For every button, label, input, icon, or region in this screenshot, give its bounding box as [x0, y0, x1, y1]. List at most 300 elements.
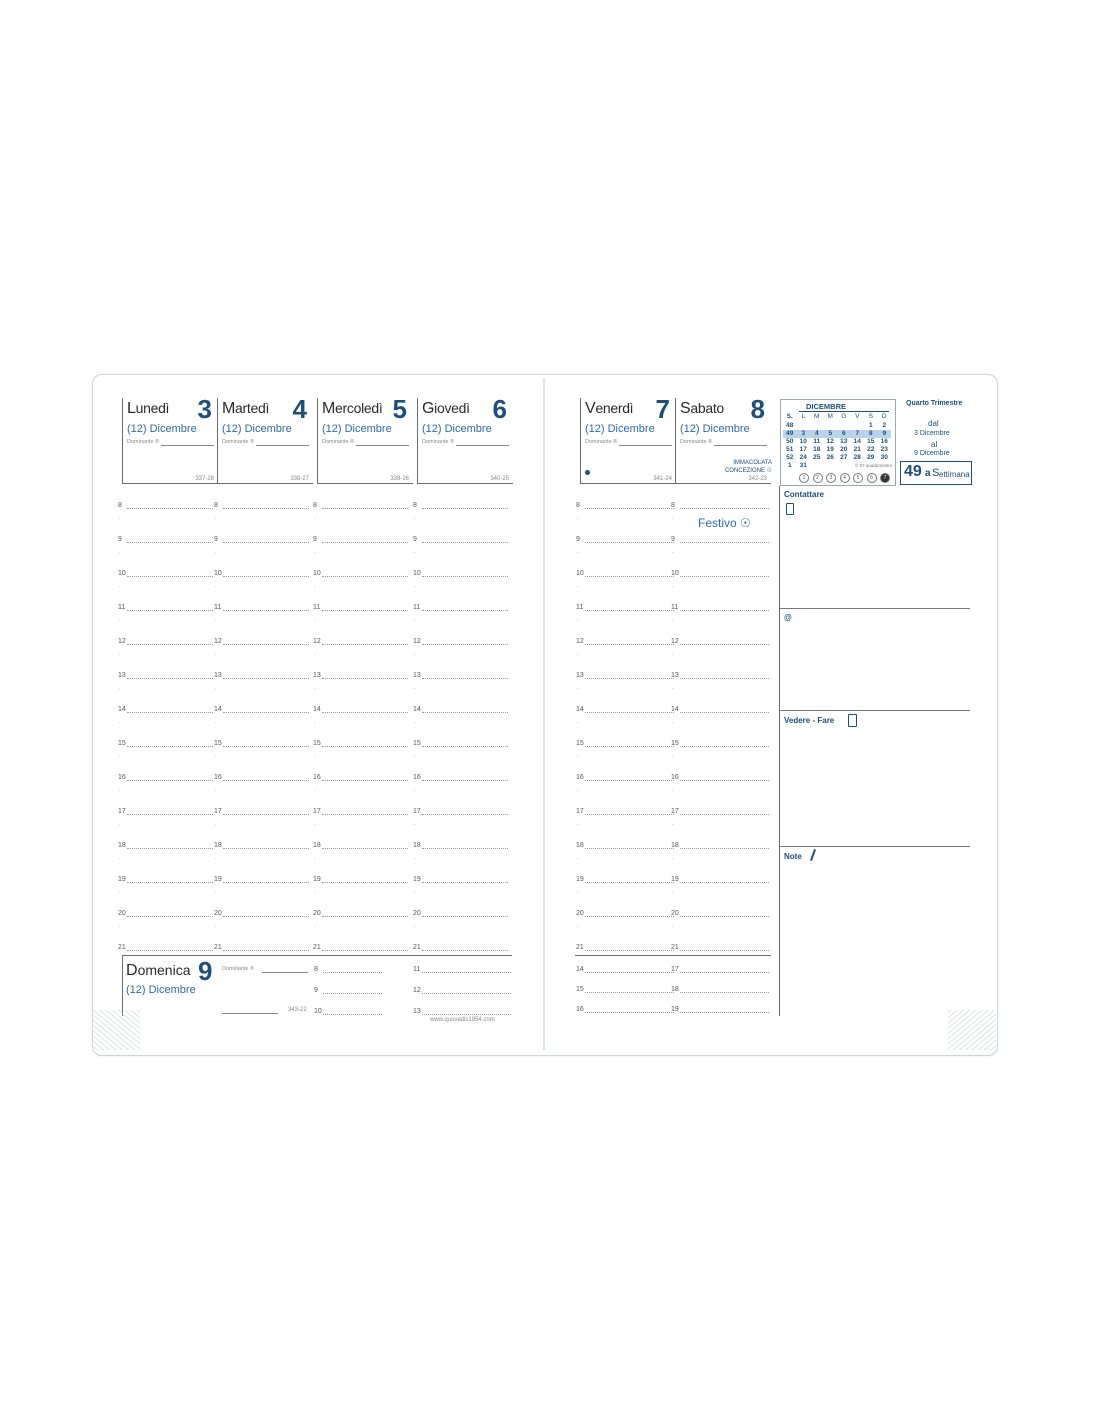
hour-line: [680, 780, 769, 781]
hour-row[interactable]: [313, 570, 408, 580]
calendar-circle: 5: [853, 473, 863, 483]
hour-row[interactable]: [576, 502, 674, 512]
hour-row[interactable]: [118, 570, 213, 580]
hour-row[interactable]: [214, 740, 309, 750]
hour-label: 14: [576, 966, 584, 973]
hour-row[interactable]: [214, 808, 309, 818]
dominante-line: [256, 445, 309, 446]
day-header: [122, 394, 218, 484]
hour-line: [127, 610, 213, 611]
half-hour-mark: -: [414, 788, 416, 794]
hour-label: 10: [313, 570, 321, 577]
half-hour-mark: -: [414, 618, 416, 624]
hour-row[interactable]: [671, 536, 769, 546]
hour-row[interactable]: [413, 604, 508, 614]
day-code: 342-23: [748, 476, 767, 482]
hour-row[interactable]: [413, 808, 508, 818]
hour-line: [422, 746, 508, 747]
calendar-cell: 15: [867, 438, 875, 445]
hour-row[interactable]: [214, 876, 309, 886]
hour-row[interactable]: [413, 774, 508, 784]
dominante-line: [456, 445, 509, 446]
half-hour-mark: -: [577, 550, 579, 556]
hour-line: [322, 950, 408, 951]
phone-icon: [786, 503, 794, 515]
hour-row[interactable]: [413, 536, 508, 546]
hour-row[interactable]: [214, 604, 309, 614]
hour-label: 18: [671, 986, 679, 993]
calendar-cell: 4: [814, 430, 819, 437]
hour-row[interactable]: [576, 672, 674, 682]
half-hour-mark: -: [215, 686, 217, 692]
day-name-rest: enerdì: [595, 400, 634, 416]
hour-line: [127, 644, 213, 645]
half-hour-mark: -: [119, 822, 121, 828]
hour-label: 11: [413, 966, 421, 973]
hour-line: [680, 508, 769, 509]
day-number: 3: [197, 394, 212, 424]
dominante-label: Dominante ®: [680, 439, 713, 445]
half-hour-mark: -: [577, 924, 579, 930]
hour-row[interactable]: [118, 910, 213, 920]
hour-label: 17: [671, 808, 679, 815]
hour-row[interactable]: [576, 944, 674, 954]
hour-row[interactable]: [671, 570, 769, 580]
hour-row[interactable]: [118, 604, 213, 614]
hour-label: 16: [576, 1006, 584, 1013]
hour-label: 11: [413, 604, 421, 611]
half-hour-mark: -: [577, 754, 579, 760]
hour-label: 8: [313, 502, 317, 509]
day-code: 339-26: [390, 476, 409, 482]
hour-label: 12: [413, 638, 421, 645]
hour-row[interactable]: [313, 706, 408, 716]
day-month: (12) Dicembre: [322, 423, 392, 435]
hour-row[interactable]: [313, 536, 408, 546]
day-number: 6: [492, 394, 507, 424]
calendar-cell: 23: [880, 446, 888, 453]
day-code: 340-25: [490, 476, 509, 482]
hour-row[interactable]: [413, 570, 508, 580]
sunday-month: (12) Dicembre: [126, 984, 196, 996]
hour-row[interactable]: [671, 944, 769, 954]
hour-line: [322, 576, 408, 577]
hour-line: [680, 972, 769, 973]
half-hour-mark: -: [577, 516, 579, 522]
book-spine: [543, 378, 545, 1050]
saturday-note: IMMACOLATA CONCEZIONE ☉: [724, 460, 772, 474]
calendar-cell: 25: [813, 454, 821, 461]
hour-row[interactable]: [118, 808, 213, 818]
hour-row[interactable]: [671, 876, 769, 886]
hour-row[interactable]: [576, 1006, 674, 1016]
hour-row[interactable]: [313, 604, 408, 614]
hour-line: [585, 644, 674, 645]
hour-row[interactable]: [576, 966, 674, 976]
hour-label: 20: [576, 910, 584, 917]
day-name-rest: ercoledì: [335, 400, 383, 416]
hour-line: [585, 848, 674, 849]
half-hour-mark: -: [119, 720, 121, 726]
calendar-cell: 1: [787, 462, 792, 469]
hour-label: 12: [576, 638, 584, 645]
day-header: [580, 394, 676, 484]
hour-line: [585, 950, 674, 951]
hour-row[interactable]: [576, 638, 674, 648]
hour-label: 13: [671, 672, 679, 679]
friday-dot: [585, 470, 590, 475]
calendar-cell: 8: [868, 430, 873, 437]
half-hour-mark: -: [119, 788, 121, 794]
corner-dots-right: [948, 1010, 996, 1050]
half-hour-mark: -: [215, 754, 217, 760]
calendar-cell: 50: [786, 438, 794, 445]
hour-row[interactable]: [313, 774, 408, 784]
hour-label: 15: [118, 740, 126, 747]
hour-row[interactable]: [413, 638, 508, 648]
hour-row[interactable]: [118, 672, 213, 682]
hour-label: 16: [313, 774, 321, 781]
hour-label: 18: [576, 842, 584, 849]
day-name: [127, 400, 169, 418]
hour-label: 21: [118, 944, 126, 951]
hour-line: [127, 542, 213, 543]
hour-line: [422, 644, 508, 645]
day-header: [417, 394, 513, 484]
hour-row[interactable]: [671, 842, 769, 852]
hour-row[interactable]: [413, 910, 508, 920]
hour-line: [422, 678, 508, 679]
hour-row[interactable]: [313, 876, 408, 886]
hour-line: [585, 712, 674, 713]
calendar-cell: 30: [880, 454, 888, 461]
hour-label: 15: [214, 740, 222, 747]
hour-label: 8: [671, 502, 675, 509]
hour-line: [680, 916, 769, 917]
half-hour-mark: -: [672, 856, 674, 862]
hour-line: [680, 712, 769, 713]
hour-row[interactable]: [671, 672, 769, 682]
half-hour-mark: -: [414, 890, 416, 896]
sunday-number: 9: [198, 956, 213, 986]
hour-row[interactable]: [314, 1008, 382, 1018]
half-hour-mark: -: [577, 618, 579, 624]
day-name-rest: unedì: [135, 400, 170, 416]
half-hour-mark: -: [314, 788, 316, 794]
calendar-cell: 49: [786, 430, 794, 437]
half-hour-mark: -: [314, 550, 316, 556]
hour-row[interactable]: [671, 910, 769, 920]
calendar-cell: 9: [882, 430, 887, 437]
hour-row[interactable]: [313, 740, 408, 750]
hour-line: [422, 508, 508, 509]
half-hour-mark: -: [414, 924, 416, 930]
hour-line: [422, 780, 508, 781]
hour-row[interactable]: [576, 706, 674, 716]
hour-row[interactable]: [576, 842, 674, 852]
hour-row[interactable]: [313, 944, 408, 954]
hour-row[interactable]: [214, 774, 309, 784]
day-name-initial: M: [222, 400, 236, 417]
calendar-cell: 1: [868, 422, 873, 429]
day-month: (12) Dicembre: [422, 423, 492, 435]
hour-row[interactable]: [118, 638, 213, 648]
hour-row[interactable]: [576, 536, 674, 546]
hour-label: 21: [313, 944, 321, 951]
calendar-circle: 4: [840, 473, 850, 483]
hour-line: [127, 814, 213, 815]
hour-line: [223, 882, 309, 883]
hour-row[interactable]: [214, 536, 309, 546]
hour-line: [680, 610, 769, 611]
hour-row[interactable]: [413, 842, 508, 852]
hour-row[interactable]: [118, 774, 213, 784]
hour-line: [223, 848, 309, 849]
quarter-from: 3 Dicembre: [914, 430, 950, 437]
calendar-cell: 18: [813, 446, 821, 453]
hour-line: [422, 916, 508, 917]
hour-line: [223, 610, 309, 611]
hour-line: [680, 542, 769, 543]
day-name: [222, 400, 269, 418]
hour-row[interactable]: [118, 706, 213, 716]
hour-label: 17: [413, 808, 421, 815]
hour-line: [127, 848, 213, 849]
quarter-dal: dal: [928, 419, 939, 428]
hour-label: 17: [214, 808, 222, 815]
half-hour-mark: -: [119, 856, 121, 862]
day-name: [422, 400, 470, 418]
hour-label: 16: [576, 774, 584, 781]
corner-dots-left: [92, 1010, 140, 1050]
dominante-line: [161, 445, 214, 446]
calendar-cell: 26: [826, 454, 834, 461]
calendar-cell: 31: [799, 462, 807, 469]
hour-label: 9: [413, 536, 417, 543]
half-hour-mark: -: [672, 822, 674, 828]
hour-label: 14: [313, 706, 321, 713]
half-hour-mark: -: [314, 686, 316, 692]
hour-row[interactable]: [118, 842, 213, 852]
calendar-circle: 2: [813, 473, 823, 483]
hour-line: [585, 916, 674, 917]
hour-row[interactable]: [671, 604, 769, 614]
hour-line: [680, 678, 769, 679]
hour-row[interactable]: [214, 944, 309, 954]
hour-line: [585, 814, 674, 815]
half-hour-mark: -: [119, 924, 121, 930]
hour-label: 19: [214, 876, 222, 883]
hour-label: 8: [413, 502, 417, 509]
dominante-label: Dominante ®: [585, 439, 618, 445]
hour-label: 12: [313, 638, 321, 645]
hour-label: 10: [118, 570, 126, 577]
hour-row[interactable]: [671, 638, 769, 648]
hour-row[interactable]: [576, 876, 674, 886]
hour-line: [422, 610, 508, 611]
hour-line: [322, 780, 408, 781]
hour-line: [680, 848, 769, 849]
half-hour-mark: -: [119, 890, 121, 896]
hour-row[interactable]: [671, 706, 769, 716]
hour-row[interactable]: [413, 876, 508, 886]
hour-row[interactable]: [576, 986, 674, 996]
note-title: Note: [784, 852, 802, 861]
half-hour-mark: -: [314, 652, 316, 658]
dominante-line: [619, 445, 672, 446]
day-month: (12) Dicembre: [222, 423, 292, 435]
hour-line: [680, 882, 769, 883]
hour-label: 13: [576, 672, 584, 679]
calendar-cell: 12: [826, 438, 834, 445]
contact-title: Contattare: [784, 490, 825, 499]
hour-label: 11: [118, 604, 126, 611]
hour-row[interactable]: [671, 502, 769, 512]
hour-line: [680, 950, 769, 951]
dominante-label: Dominante ®: [322, 439, 355, 445]
hour-row[interactable]: [313, 502, 408, 512]
hour-row[interactable]: [214, 672, 309, 682]
hour-line: [127, 780, 213, 781]
day-name: [585, 400, 633, 418]
hour-row[interactable]: [576, 740, 674, 750]
half-hour-mark: -: [414, 686, 416, 692]
half-hour-mark: -: [119, 550, 121, 556]
hour-row[interactable]: [671, 774, 769, 784]
hour-label: 9: [314, 987, 318, 994]
calendar-cell: 52: [786, 454, 794, 461]
hour-row[interactable]: [413, 944, 508, 954]
hour-line: [127, 678, 213, 679]
quarter-title: Quarto Trimestre: [906, 400, 963, 407]
day-number: 7: [655, 394, 670, 424]
hour-row[interactable]: [671, 740, 769, 750]
calendar-cell: 48: [786, 422, 794, 429]
hour-row[interactable]: [576, 604, 674, 614]
dominante-label: Dominante ®: [222, 439, 255, 445]
day-name: [322, 400, 382, 418]
hour-line: [585, 972, 674, 973]
hour-label: 13: [313, 672, 321, 679]
hour-row[interactable]: [671, 808, 769, 818]
hour-row[interactable]: [576, 774, 674, 784]
hour-line: [322, 882, 408, 883]
hour-line: [422, 993, 511, 994]
hour-row[interactable]: [214, 502, 309, 512]
hour-label: 9: [313, 536, 317, 543]
calendar-cell: 14: [853, 438, 861, 445]
half-hour-mark: -: [577, 652, 579, 658]
hour-label: 12: [118, 638, 126, 645]
hour-label: 15: [576, 986, 584, 993]
hour-line: [585, 542, 674, 543]
hour-line: [422, 814, 508, 815]
calendar-cell: 29: [867, 454, 875, 461]
mini-calendar: [780, 399, 896, 486]
hour-row[interactable]: [413, 740, 508, 750]
hour-row[interactable]: [314, 987, 382, 997]
hour-label: 18: [214, 842, 222, 849]
half-hour-mark: -: [672, 890, 674, 896]
hour-row[interactable]: [214, 842, 309, 852]
hour-row[interactable]: [413, 987, 511, 997]
hour-label: 9: [671, 536, 675, 543]
hour-row[interactable]: [313, 910, 408, 920]
hour-label: 14: [214, 706, 222, 713]
calendar-header: V: [855, 413, 860, 420]
hour-line: [223, 916, 309, 917]
hour-row[interactable]: [671, 1006, 769, 1016]
hour-row[interactable]: [118, 944, 213, 954]
hour-row[interactable]: [671, 986, 769, 996]
hour-row[interactable]: [413, 672, 508, 682]
hour-row[interactable]: [214, 638, 309, 648]
hour-row[interactable]: [313, 638, 408, 648]
hour-row[interactable]: [214, 910, 309, 920]
sunday-code: 343-22: [288, 1007, 307, 1013]
day-number: 5: [392, 394, 407, 424]
half-hour-mark: -: [119, 516, 121, 522]
hour-label: 11: [313, 604, 321, 611]
hour-line: [223, 746, 309, 747]
hour-row[interactable]: [413, 502, 508, 512]
day-number: 8: [750, 394, 765, 424]
half-hour-mark: -: [215, 516, 217, 522]
hour-row[interactable]: [671, 966, 769, 976]
hour-label: 11: [671, 604, 679, 611]
hour-row[interactable]: [214, 570, 309, 580]
hour-row[interactable]: [118, 502, 213, 512]
hour-line: [223, 644, 309, 645]
day-month: (12) Dicembre: [127, 423, 197, 435]
hour-row[interactable]: [576, 570, 674, 580]
day-name-initial: S: [680, 400, 691, 417]
hour-row[interactable]: [118, 740, 213, 750]
hour-label: 14: [576, 706, 584, 713]
hour-label: 15: [576, 740, 584, 747]
hour-row[interactable]: [314, 966, 382, 976]
hour-label: 10: [214, 570, 222, 577]
hour-row[interactable]: [313, 808, 408, 818]
hour-line: [422, 882, 508, 883]
half-hour-mark: -: [314, 890, 316, 896]
hour-row[interactable]: [313, 672, 408, 682]
half-hour-mark: -: [215, 788, 217, 794]
hour-label: 21: [671, 944, 679, 951]
calendar-cell: 28: [853, 454, 861, 461]
hour-label: 17: [313, 808, 321, 815]
hour-row[interactable]: [576, 910, 674, 920]
hour-line: [422, 1014, 511, 1015]
hour-row[interactable]: [413, 966, 511, 976]
hour-label: 17: [576, 808, 584, 815]
hour-line: [322, 508, 408, 509]
hour-row[interactable]: [576, 808, 674, 818]
hour-line: [422, 576, 508, 577]
hour-line: [223, 542, 309, 543]
half-hour-mark: -: [215, 550, 217, 556]
hour-row[interactable]: [214, 706, 309, 716]
hour-line: [223, 508, 309, 509]
half-hour-mark: -: [314, 618, 316, 624]
hour-row[interactable]: [118, 536, 213, 546]
hour-row[interactable]: [413, 706, 508, 716]
hour-line: [127, 916, 213, 917]
hour-row[interactable]: [313, 842, 408, 852]
hour-label: 18: [413, 842, 421, 849]
hour-row[interactable]: [118, 876, 213, 886]
hour-label: 21: [214, 944, 222, 951]
